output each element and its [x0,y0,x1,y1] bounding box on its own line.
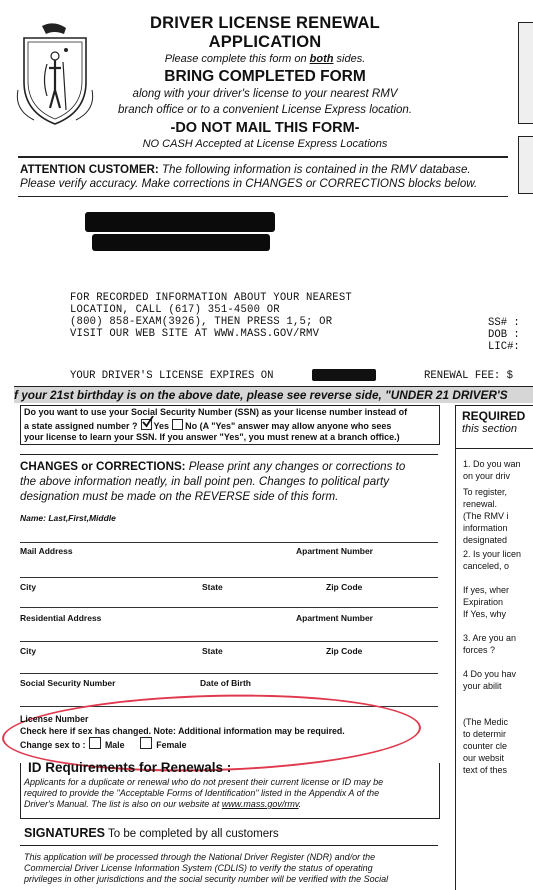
rq-line [463,692,533,704]
rq-line: If yes, wher [463,585,510,595]
state-label-2: State [202,646,223,656]
license-number-label: License Number [20,714,89,724]
form-title: DRIVER LICENSE RENEWAL APPLICATION [150,14,380,51]
massachusetts-seal-icon [14,20,96,128]
ndr-line-2: Commercial Driver License Information System (CDLIS) to verify the status of operating [24,863,373,873]
apartment-label-2: Apartment Number [296,613,373,623]
rq-line: 4 Do you hav [463,669,517,679]
subtitle-text-end: sides. [333,53,366,65]
ndr-line-3: privileges in other jurisdictions and the social security number will be verified with the Social [24,874,389,884]
ssn-question-box [20,405,440,445]
birthday-banner: f your 21st birthday is on the above date, please see reverse side, "UNDER 21 DRIVER'S [14,386,533,403]
attention-text-2: Please verify accuracy. Make corrections in CHANGES or CORRECTIONS blocks below. [20,177,478,190]
required-subtitle: this section [462,423,518,435]
ndr-notice [24,852,434,885]
rq-line: forces ? [463,645,496,655]
recorded-info-text: FOR RECORDED INFORMATION ABOUT YOUR NEAREST LOCATION, CALL (617) 351-4500 OR (800) 858-EXAM(3926), THEN PRESS 1,5; OR VISIT OUR WEB SITE AT WWW.MASS.GOV/RMV [70,292,352,340]
male-label: Male [104,740,125,750]
attention-label: ATTENTION CUSTOMER: [20,163,159,176]
id-requirements-title: ID Requirements for Renewals : [28,760,232,775]
rq-line: canceled, o [463,561,510,571]
required-title: REQUIRED [462,409,526,423]
ssn-question-line-3: your license to learn your SSN. If you answer "Yes", you must renew at a branch office.) [24,432,400,442]
rq-line: information [463,523,508,533]
rq-line: text of thes [463,765,508,775]
rq-line: If Yes, why [463,609,507,619]
mail-address-line[interactable] [20,577,438,578]
rq-line [463,656,533,668]
renewal-fee-label: RENEWAL FEE: $ [424,370,514,382]
right-edge-box-mid [518,136,533,194]
rq-line: renewal. [463,499,498,509]
ssn-question-text: a state assigned number ? [24,420,138,431]
id-req-line-3-text: Driver's Manual. The list is also on our website at [24,799,222,809]
rq-line: Expiration [463,597,504,607]
city-line-1[interactable] [20,607,438,608]
changes-label: CHANGES or CORRECTIONS: [20,460,186,473]
attention-text-1: The following information is contained in the RMV database. [158,163,471,176]
rq-line: counter cle [463,741,508,751]
redacted-address [92,234,270,251]
attention-notice [20,163,515,191]
name-field-line[interactable] [20,542,438,543]
rq-line [463,704,533,716]
signatures-label: SIGNATURES [24,826,106,840]
rq-line: on your driv [463,471,511,481]
ssn-question-warning: (A "Yes" answer may allow anyone who sees [199,420,392,431]
residential-address-label: Residential Address [20,613,102,623]
changes-text-1: Please print any changes or corrections to [185,460,406,473]
ndr-line-1: This application will be processed through the National Driver Register (NDR) and/or the [24,852,376,862]
mail-address-label: Mail Address [20,546,73,556]
rq-line: To register, [463,487,508,497]
residential-address-line[interactable] [20,641,438,642]
attention-top-rule [18,156,508,158]
female-label: Female [156,740,187,750]
rmv-website-link[interactable]: www.mass.gov/rmv [221,799,299,809]
license-expires-label: YOUR DRIVER'S LICENSE EXPIRES ON [70,370,274,382]
state-label-1: State [202,582,223,592]
changes-text-3: designation must be made on the REVERSE side of this form. [20,490,339,503]
zip-label-1: Zip Code [326,582,363,592]
city-line-2[interactable] [20,673,438,674]
required-section-box [455,405,533,449]
id-codes: SS# : DOB : LIC#: [488,317,520,353]
rq-line: 2. Is your licen [463,549,522,559]
subtitle-both: both [309,53,334,65]
ssn-yes-checkbox[interactable] [141,419,152,430]
male-checkbox[interactable] [89,737,101,749]
subtitle-text: Please complete this form on [164,53,310,65]
zip-label-2: Zip Code [326,646,363,656]
signatures-text: To be completed by all customers [105,828,279,840]
redacted-expiry-date [312,369,376,381]
rq-line: (The RMV i [463,511,509,521]
id-req-line-2: required to provide the "Acceptable Forms of Identification" listed in the Appendix A of the [24,788,380,798]
rq-line: to determir [463,729,507,739]
female-checkbox[interactable] [140,737,152,749]
rq-line: (The Medic [463,717,509,727]
form-header [100,14,430,150]
changes-section [20,454,438,505]
city-label-2: City [20,646,37,656]
ssn-no-label: No [185,420,198,431]
changes-instructions [20,455,438,504]
change-sex-label: Change sex to : [20,740,86,750]
dob-field-label: Date of Birth [200,678,251,688]
ssn-question-line-2 [24,419,436,433]
changes-text-2: the above information neatly, in ball point pen. Changes to political party [20,475,390,488]
rq-line: your abilit [463,681,502,691]
ssn-no-checkbox[interactable] [172,419,183,430]
attention-bottom-rule [18,196,508,197]
header-line-2: branch office or to a convenient License Express location. [117,104,413,116]
right-column-separator [455,449,456,890]
ssn-yes-label: Yes [153,420,170,431]
rq-line [463,572,533,584]
id-req-line-3-end: . [298,799,302,809]
rq-line [463,620,533,632]
id-req-line-3 [24,799,434,810]
required-questions-column [463,458,533,776]
name-field-label: Name: Last,First,Middle [20,513,116,523]
right-edge-box-top [518,22,533,124]
no-cash-notice: NO CASH Accepted at License Express Locations [142,138,388,150]
form-subtitle [100,53,430,65]
apartment-label-1: Apartment Number [296,546,373,556]
city-label-1: City [20,582,37,592]
id-req-line-1: Applicants for a duplicate or renewal who do not present their current license or ID may be [24,777,384,787]
license-number-block [20,714,345,752]
bring-completed-form: BRING COMPLETED FORM [164,68,366,85]
ssn-field-label: Social Security Number [20,678,116,688]
redacted-name [85,212,275,232]
header-line-1: along with your driver's license to your nearest RMV [132,88,398,100]
signatures-heading [24,826,279,840]
do-not-mail-notice: -DO NOT MAIL THIS FORM- [170,120,360,136]
rq-line: our websit [463,753,505,763]
rq-line: 3. Are you an [463,633,517,643]
change-sex-row [20,737,345,752]
rq-line: designated [463,535,508,545]
check-icon [142,416,154,428]
id-requirements-text [24,777,434,810]
rq-line: 1. Do you wan [463,459,521,469]
ssn-question-line-1: Do you want to use your Social Security Number (SSN) as your license number instead of [24,407,408,417]
signatures-rule [20,845,438,846]
sex-change-instruction: Check here if sex has changed. Note: Additional information may be required. [20,725,345,736]
